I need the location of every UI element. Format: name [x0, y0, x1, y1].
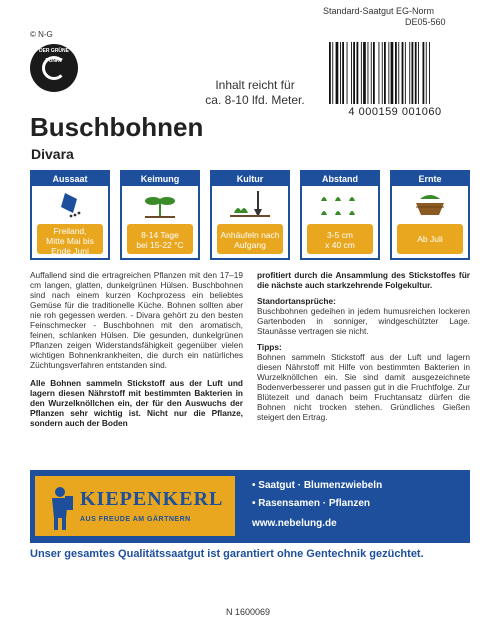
- stage-kultur: Kultur Anhäufeln nach Aufgang: [210, 170, 290, 260]
- seed-registration-code: DE05-560: [405, 17, 446, 27]
- nitrogen-continued: profitiert durch die Ansammlung des Stickstoffes für die nächste auch starkzehrende Folgekultur.: [257, 270, 470, 290]
- location-heading: Standortansprüche:: [257, 296, 336, 306]
- brand-slogan: AUS FREUDE AM GÄRTNERN: [80, 516, 191, 523]
- barcode: [327, 42, 467, 104]
- description-column-right: [257, 270, 470, 422]
- seedling-icon: [122, 186, 198, 222]
- stage-keimung: Keimung 8-14 Tage bei 15-22 °C: [120, 170, 200, 260]
- cultivation-stages: [30, 170, 470, 260]
- brand-banner: [30, 470, 470, 543]
- seed-bag-icon: [32, 186, 108, 222]
- kiepenkerl-figure-icon: [45, 484, 75, 532]
- stage-abstand: Abstand 3-5 cm x 40 cm: [300, 170, 380, 260]
- website-link[interactable]: www.nebelung.de: [252, 518, 337, 529]
- tips-heading: Tipps:: [257, 342, 282, 352]
- variety-name: Divara: [31, 146, 74, 162]
- gruener-punkt-logo: DER GRÜNE PUNKT: [30, 44, 78, 92]
- location-paragraph: Buschbohnen gedeihen in jedem humusreichen lockeren Gartenboden in sonniger, windgeschützter Lage. Staunässe vertragen sie nicht.: [257, 306, 470, 336]
- stage-ernte: Ernte Ab Juli: [390, 170, 470, 260]
- barcode-digits: 4 000159 001060: [348, 106, 442, 118]
- product-range-line1: • Saatgut · Blumenzwiebeln: [252, 480, 383, 491]
- tips-paragraph: Bohnen sammeln Stickstoff aus der Luft und lagern diesen Nährstoff mit Hilfe von bestimmten Bakterien in Wurzelknöllchen ein. Sie sind damit ausgezeichnete Bodenverbesserer und passen gut in die Fruchtfolge. Zur Blütezeit und danach beim Fruchtansatz dürfen die Bohnen nicht trocken stehen. Gründliches Gießen steigert den Ertrag.: [257, 352, 470, 422]
- ng-mark: © N-G: [30, 30, 53, 39]
- description-column-left: [30, 270, 243, 428]
- brand-logo: [35, 476, 235, 536]
- product-title: Buschbohnen: [30, 112, 204, 142]
- product-range-line2: • Rasensamen · Pflanzen: [252, 498, 370, 509]
- description-paragraph: Auffallend sind die ertragreichen Pflanzen mit den 17–19 cm langen, glatten, dunkelgrünen Hülsen. Buschbohnen sind nach einem kurzen Kochprozess ein beliebtes Gemüse für die traditionelle Küche. Bohnen sollten aber nie roh gegessen werden. - Divara gehört zu den besten Feinschmecker - Buschbohnen mit den aromatisch, feinen, schlanken Hülsen. Die gesunden, dunkelgrünen Pflanzen zeigen Widerstandsfähigkeit gegenüber vielen wichtigen Bohnenkrankheiten, die durch ein natürliches Züchtungsverfahren entstanden sind.: [30, 270, 243, 370]
- plant-rows-icon: [302, 186, 378, 222]
- basket-icon: [392, 186, 468, 222]
- nitrogen-paragraph: Alle Bohnen sammeln Stickstoff aus der Luft und lagern diesen Nährstoff mit bestimmten Bakterien in den Wurzelknöllchen ein, der für den Auswuchs der Pflanzen sehr wichtig ist. Nicht nur die Pflanze, sondern auch der Boden: [30, 378, 243, 428]
- stage-aussaat: Aussaat Freiland, Mitte Mai bis Ende Juni: [30, 170, 110, 260]
- brand-name: KIEPENKERL: [80, 488, 224, 510]
- gmo-free-guarantee: Unser gesamtes Qualitätssaatgut ist garantiert ohne Gentechnik gezüchtet.: [30, 548, 424, 560]
- content-info: Inhalt reicht für ca. 8-10 lfd. Meter.: [205, 78, 305, 107]
- shovel-icon: [212, 186, 288, 222]
- seed-standard-label: Standard-Saatgut EG-Norm: [323, 6, 435, 16]
- article-number: N 1600069: [226, 607, 271, 617]
